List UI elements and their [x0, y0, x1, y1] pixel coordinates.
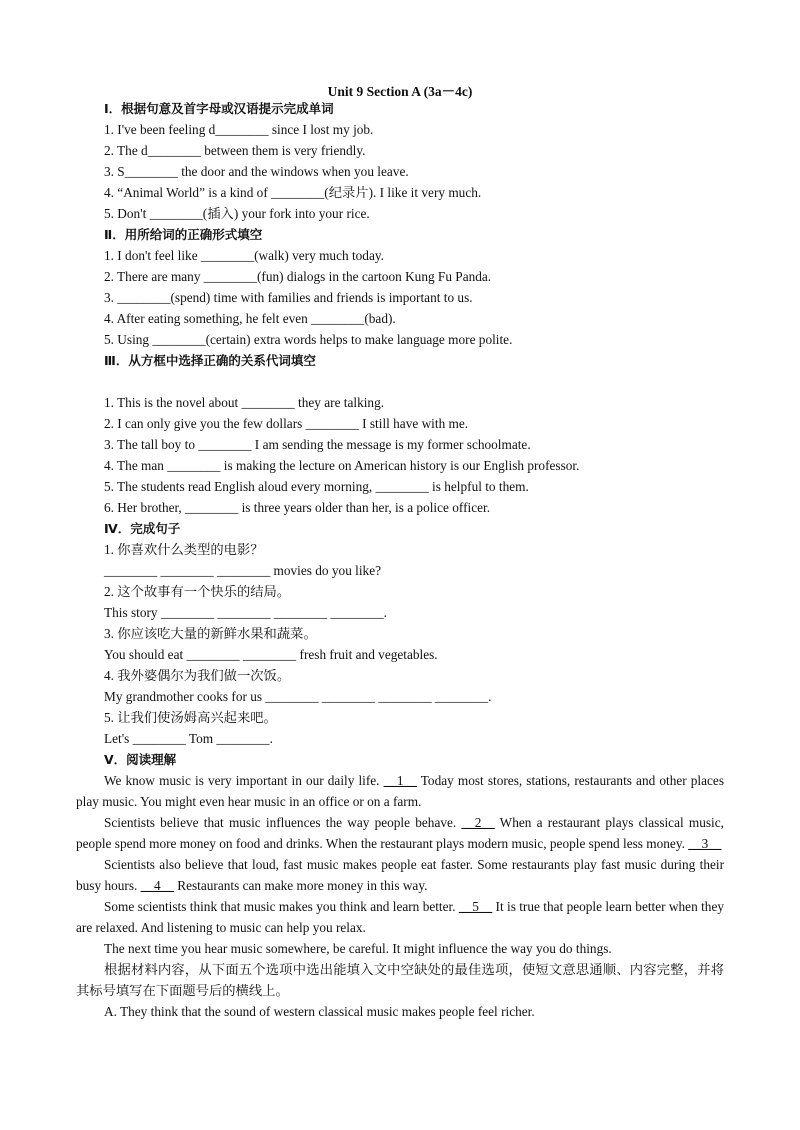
gap-number: __5__ — [458, 899, 493, 914]
paragraph-text: Restaurants can make more money in this way. — [173, 878, 428, 893]
paragraph-text: Scientists believe that music influences the way people behave. — [104, 815, 462, 830]
section-5-heading: Ⅴ．阅读理解 — [104, 752, 177, 767]
s4-chinese-prompt: 1. 你喜欢什么类型的电影？ — [104, 542, 264, 557]
paragraph-text: The next time you hear music somewhere, be careful. It might influence the way you do things. — [104, 941, 612, 956]
reading-paragraph — [76, 854, 724, 896]
s1-question: 1. I've been feeling d________ since I lost my job. — [104, 122, 374, 137]
reading-option: A. They think that the sound of western classical music makes people feel richer. — [104, 1004, 535, 1019]
s4-chinese-prompt: 2. 这个故事有一个快乐的结局。 — [104, 584, 291, 599]
gap-number: __1__ — [383, 773, 417, 788]
s4-chinese-prompt: 3. 你应该吃大量的新鲜水果和蔬菜。 — [104, 626, 317, 641]
s2-question: 4. After eating something, he felt even ________(bad). — [104, 311, 396, 326]
gap-number: __4__ — [140, 878, 174, 893]
paragraph-text: It is true that people learn better when they are relaxed. And listening to music can help you relax. — [76, 899, 724, 935]
section-4-heading: Ⅳ．完成句子 — [104, 521, 181, 536]
s3-question: 6. Her brother, ________ is three years older than her, is a police officer. — [104, 500, 491, 515]
paragraph-text: We know music is very important in our daily life. — [104, 773, 384, 788]
s2-question: 5. Using ________(certain) extra words helps to make language more polite. — [104, 332, 513, 347]
s1-question: 5. Don't ________(插入) your fork into your rice. — [104, 206, 370, 221]
s3-question: 3. The tall boy to ________ I am sending the message is my former schoolmate. — [104, 437, 531, 452]
s4-english-answer: Let's ________ Tom ________. — [104, 731, 273, 746]
gap-number: __3__ — [688, 836, 722, 851]
s4-chinese-prompt: 4. 我外婆偶尔为我们做一次饭。 — [104, 668, 291, 683]
s2-question: 1. I don't feel like ________(walk) very much today. — [104, 248, 384, 263]
reading-paragraph — [76, 938, 724, 959]
s4-english-answer: My grandmother cooks for us ________ ________ ________ ________. — [104, 689, 492, 704]
s1-question: 3. S________ the door and the windows when you leave. — [104, 164, 409, 179]
s4-english-answer: You should eat ________ ________ fresh fruit and vegetables. — [104, 647, 438, 662]
paragraph-text: Today most stores, stations, restaurants and other places play music. You might even hear music in an office or on a farm. — [76, 773, 724, 809]
section-3-heading: Ⅲ．从方框中选择正确的关系代词填空 — [104, 353, 316, 368]
reading-paragraph — [76, 896, 724, 938]
s3-question: 1. This is the novel about ________ they are talking. — [104, 395, 385, 410]
word-box-space — [76, 371, 724, 392]
s1-question: 2. The d________ between them is very friendly. — [104, 143, 366, 158]
s2-question: 3. ________(spend) time with families and friends is important to us. — [104, 290, 473, 305]
s3-question: 2. I can only give you the few dollars ________ I still have with me. — [104, 416, 469, 431]
s4-english-answer: This story ________ ________ ________ ________. — [104, 605, 387, 620]
s3-question: 4. The man ________ is making the lecture on American history is our English professor. — [104, 458, 580, 473]
s1-question: 4. “Animal World” is a kind of ________(纪录片). I like it very much. — [104, 185, 482, 200]
paragraph-text: Some scientists think that music makes you think and learn better. — [104, 899, 459, 914]
paragraph-text: When a restaurant plays classical music, people spend more money on food and drinks. When the restaurant plays modern music, people spend less money. — [76, 815, 724, 851]
worksheet-content — [76, 98, 724, 1022]
s4-english-answer: ________ ________ ________ movies do you like? — [104, 563, 382, 578]
section-1-heading: Ⅰ．根据句意及首字母或汉语提示完成单词 — [104, 101, 334, 116]
reading-instruction: 根据材料内容，从下面五个选项中选出能填入文中空缺处的最佳选项，使短文意思通顺、内容完整，并将其标号填写在下面题号后的横线上。 — [76, 962, 724, 998]
s2-question: 2. There are many ________(fun) dialogs in the cartoon Kung Fu Panda. — [104, 269, 492, 284]
s4-chinese-prompt: 5. 让我们使汤姆高兴起来吧。 — [104, 710, 277, 725]
page-title: Unit 9 Section A (3a－4c) — [327, 84, 473, 99]
reading-paragraph — [76, 812, 724, 854]
gap-number: __2__ — [461, 815, 495, 830]
paragraph-text: Scientists also believe that loud, fast music makes people eat faster. Some restaurants play fast music during their busy hours. — [76, 857, 724, 893]
reading-paragraph — [76, 770, 724, 812]
section-2-heading: Ⅱ．用所给词的正确形式填空 — [104, 227, 263, 242]
s3-question: 5. The students read English aloud every morning, ________ is helpful to them. — [104, 479, 529, 494]
